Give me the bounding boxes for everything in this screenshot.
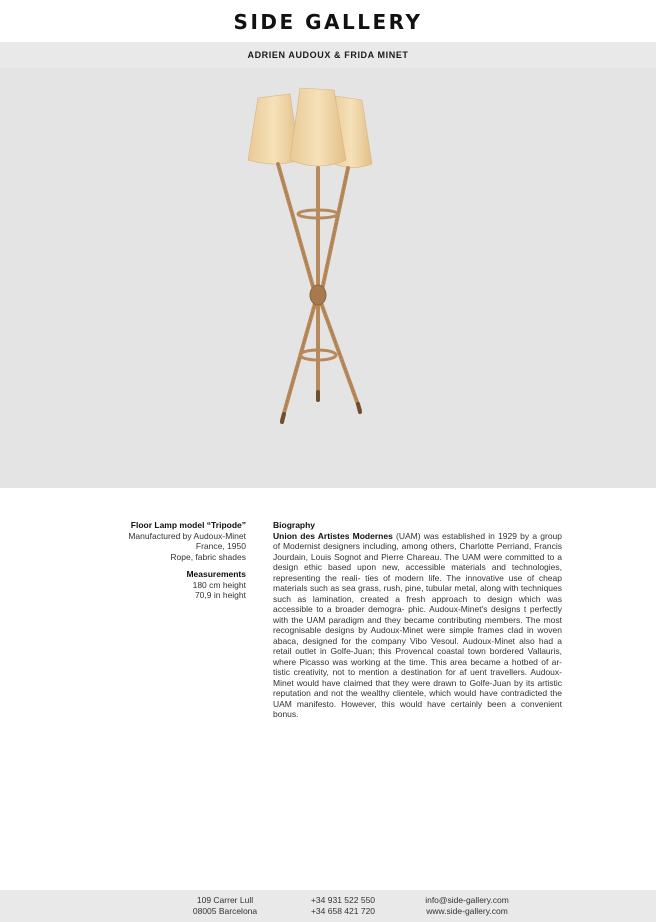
biography-lead: Union des Artistes Modernes [273,530,393,541]
artist-name-bar: ADRIEN AUDOUX & FRIDA MINET [0,42,656,68]
product-origin: France, 1950 [195,541,246,551]
footer-phones [288,895,398,917]
address-line: 08005 Barcelona [192,906,258,916]
lamp-feet [282,392,360,422]
footer-address [170,895,280,917]
website-link[interactable]: www.side-gallery.com [426,906,508,916]
product-materials: Rope, fabric shades [170,551,246,562]
biography-body: (UAM) was established in 1929 by a group of Modernist designers including, among others, Charlotte Perriand, Francis Jourdain, Louis Sognot and Pierre Chareau. The UAM were committed to a design ethic based upon new, accessible materials and technologies, representing the reali- ties of modern life. The innovative use of cheap materials such as sea grass, rush, pine, tubular metal, along with techniques such as lamination, created a fresh approach to design which was accessible to a broader demogra- phic. Audoux-Minet's designs t perfectly with the UAM paradigm and they became contributing members. The most recognisable designs by Audoux-Minet were simple frames clad in woven abaca, designed for the company Vibo Vesoul. Audoux-Minet also had a retail outlet in Golfe-Juan; this Provencal coastal town bordered Vallauris, where Picasso was working at the time. This area became a hotbed of ar- tistic creativity, not to mention a destination for af uent travellers. Audoux-Minet would have claimed that they were drawn to Golfe-Juan by its artistic reputation and not the wealthy clientele, which would have contradicted the UAM manifesto. However, this would have certainly been a convenient bonus. [273,530,562,719]
biography-text [273,531,562,720]
phone-number[interactable]: +34 658 421 720 [310,906,376,916]
measurement-cm: 180 cm height [192,579,246,590]
lamp-illustration [0,68,656,488]
product-manufacturer: Manufactured by Audoux-Minet [128,530,246,541]
footer-contact [412,895,522,917]
email-link[interactable]: info@side-gallery.com [425,895,509,905]
biography-heading: Biography [273,520,316,530]
address-line: 109 Carrer Lull [196,895,254,905]
product-title: Floor Lamp model “Tripode” [130,520,246,530]
measurement-in: 70,9 in height [194,590,246,600]
measurements-title: Measurements [186,569,246,579]
footer [0,890,656,922]
lamp-rope-knot [310,285,326,305]
phone-number[interactable]: +34 931 522 550 [310,895,376,905]
product-details [60,520,246,601]
gallery-logo: SIDE GALLERY [233,10,423,34]
biography [273,520,562,720]
floor-lamp-photo [0,68,656,488]
